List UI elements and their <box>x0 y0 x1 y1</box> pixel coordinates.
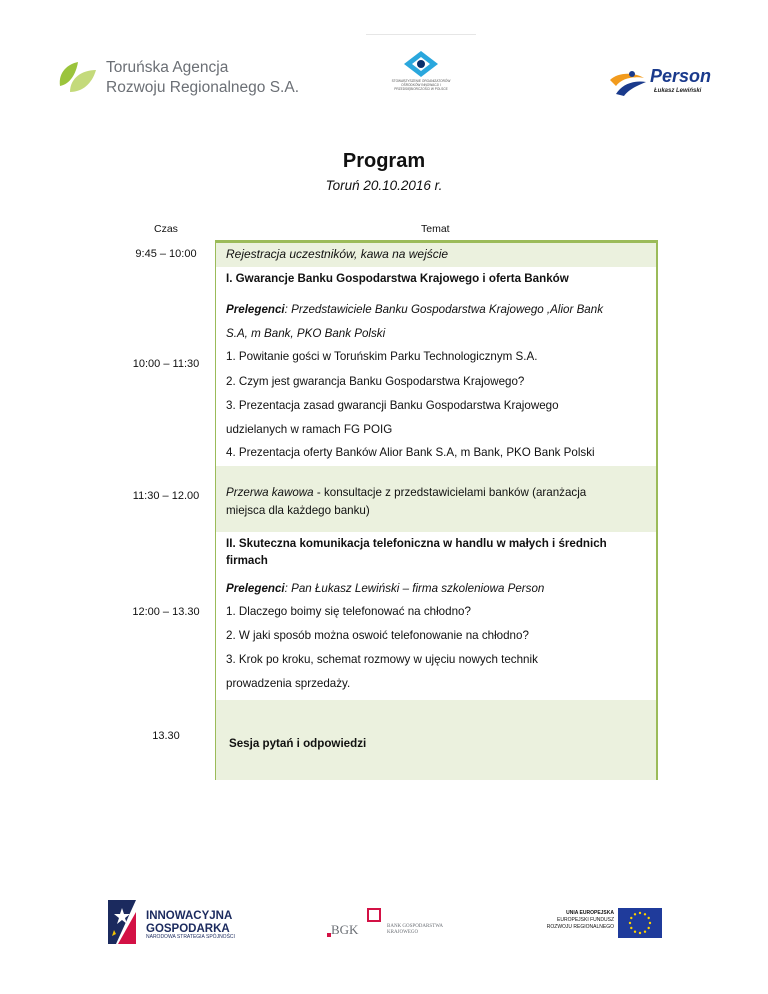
speakers-text: : Przedstawiciele Banku Gospodarstwa Krajowego ,Alior Bank <box>284 303 603 316</box>
tarr-line2: Rozwoju Regionalnego S.A. <box>106 79 300 96</box>
table-right-border <box>656 240 658 780</box>
section-heading: I. Gwarancje Banku Gospodarstwa Krajowego i oferta Banków <box>226 272 569 285</box>
agenda-item: 3. Krok po kroku, schemat rozmowy w ujęciu nowych technik <box>226 653 538 666</box>
eu-line2: EUROPEJSKI FUNDUSZ <box>557 917 614 923</box>
center-logo <box>366 34 476 104</box>
break-text: - konsultacje z przedstawicielami banków (aranżacja <box>313 486 587 499</box>
tarr-line1: Toruńska Agencja <box>106 59 229 76</box>
row-time: 13.30 <box>152 730 180 742</box>
person-subtitle: Łukasz Lewiński <box>654 88 702 94</box>
ig-line3: NARODOWA STRATEGIA SPÓJNOŚCI <box>146 934 235 940</box>
page-title: Program <box>342 150 426 172</box>
ig-line1: INNOWACYJNA <box>146 910 233 922</box>
bgk-square-icon <box>367 908 381 922</box>
row-time: 10:00 – 11:30 <box>132 358 200 370</box>
qa-session: Sesja pytań i odpowiedzi <box>229 737 367 750</box>
break-text-cont: miejsca dla każdego banku) <box>226 504 370 517</box>
row-time: 9:45 – 10:00 <box>135 248 197 260</box>
row-time: 12:00 – 13.30 <box>132 606 200 618</box>
row-topic: Rejestracja uczestników, kawa na wejście <box>226 247 449 261</box>
leaf-icon <box>56 56 98 96</box>
bgk-logo <box>325 906 475 942</box>
page-subtitle: Toruń 20.10.2016 r. <box>325 178 443 193</box>
ig-line2: GOSPODARKA <box>146 923 230 935</box>
tarr-logo <box>56 52 300 102</box>
agenda-item: 1. Powitanie gości w Toruńskim Parku Technologicznym S.A. <box>226 350 538 363</box>
speakers-line <box>226 580 651 598</box>
bgk-full1: BANK GOSPODARSTWA <box>387 924 443 929</box>
speakers-cont: S.A, m Bank, PKO Bank Polski <box>226 327 386 340</box>
speakers-text: : Pan Łukasz Lewiński – firma szkoleniowa Person <box>284 582 545 595</box>
speakers-label: Prelegenci <box>226 303 285 316</box>
bgk-full2: KRAJOWEGO <box>387 930 419 935</box>
bgk-short: BGK <box>331 922 359 937</box>
agenda-item: 2. Czym jest gwarancja Banku Gospodarstwa Krajowego? <box>226 375 525 388</box>
center-logo-text: STOWARZYSZENIE ORGANIZATORÓW OŚRODKÓW INNOWACJI I PRZEDSIĘBIORCZOŚCI W POLSCE <box>391 79 451 91</box>
break-line <box>226 484 651 502</box>
diamond-icon <box>402 50 440 78</box>
table-top-border <box>215 240 658 243</box>
row-time: 11:30 – 12.00 <box>132 490 200 502</box>
agenda-item: prowadzenia sprzedaży. <box>226 677 351 690</box>
section-heading: II. Skuteczna komunikacja telefoniczna w handlu w małych i średnich <box>226 537 607 550</box>
eu-line1: UNIA EUROPEJSKA <box>566 910 614 916</box>
col-header-topic: Temat <box>421 223 450 235</box>
eu-logo <box>530 908 665 940</box>
col-header-time: Czas <box>154 223 178 235</box>
person-word: Person <box>650 66 712 86</box>
innowacyjna-gospodarka-logo <box>108 898 268 948</box>
agenda-item: 3. Prezentacja zasad gwarancji Banku Gospodarstwa Krajowego <box>226 399 559 412</box>
eu-flag-icon <box>618 908 662 938</box>
speakers-label: Prelegenci <box>226 582 285 595</box>
agenda-item: 1. Dlaczego boimy się telefonować na chłodno? <box>226 605 471 618</box>
section-heading-cont: firmach <box>226 554 268 567</box>
person-logo <box>608 64 718 104</box>
break-label: Przerwa kawowa <box>226 486 314 499</box>
agenda-item: udzielanych w ramach FG POIG <box>226 423 393 436</box>
speakers-line <box>226 301 651 319</box>
table-divider <box>215 240 216 780</box>
agenda-item: 2. W jaki sposób można oswoić telefonowanie na chłodno? <box>226 629 529 642</box>
eu-line3: ROZWOJU REGIONALNEGO <box>546 924 614 930</box>
agenda-item: 4. Prezentacja oferty Banków Alior Bank S.A, m Bank, PKO Bank Polski <box>226 446 595 459</box>
person-swoosh-icon <box>608 68 648 98</box>
star-icon <box>108 900 136 944</box>
